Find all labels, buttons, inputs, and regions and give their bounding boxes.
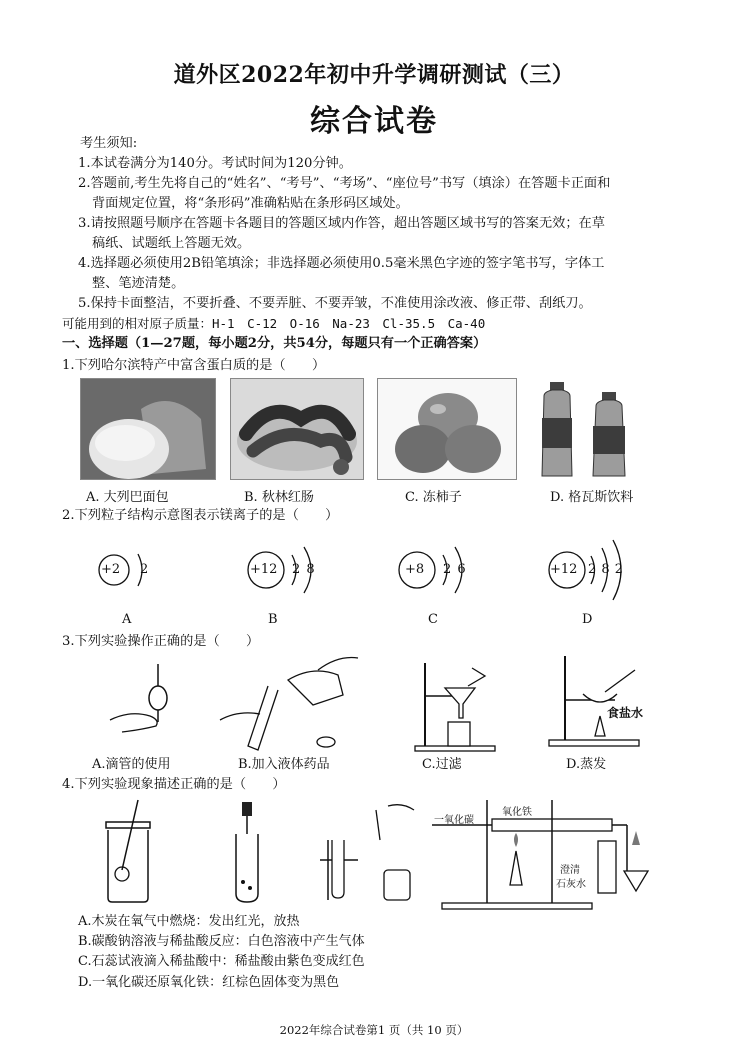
funnel-stand-icon [410, 658, 500, 753]
q4-option-d: D.一氧化碳还原氧化铁：红棕色固体变为黑色 [78, 975, 340, 990]
na2co3-tube-figure [228, 802, 268, 904]
atomic-mass-line: 可能用到的相对原子质量：H-1 C-12 O-16 Na-23 Cl-35.5 Ca-40 [62, 316, 486, 331]
sausage-icon [231, 379, 363, 479]
test-tube-dropper-icon [228, 802, 268, 904]
atom-b-nucleus: +12 [250, 562, 278, 577]
section-heading: 一、选择题（1—27题，每小题2分，共54分，每题只有一个正确答案） [62, 336, 487, 351]
rack-dropper-icon [318, 800, 428, 905]
evaporation-figure [545, 652, 645, 752]
photo-kvass [530, 378, 645, 478]
atom-b-electrons: 2 8 [292, 562, 316, 577]
test-tube-pour-icon [218, 650, 363, 755]
notice-item-3: 3.请按照题号顺序在答题卡各题目的答题区域内作答，超出答题区域书写的答案无效；在草 [78, 216, 605, 231]
q3-option-c: C.过滤 [422, 757, 462, 772]
atom-d-electrons: 2 8 2 [588, 562, 624, 577]
notice-heading: 考生须知: [80, 136, 138, 151]
q3-stem: 3.下列实验操作正确的是（ ） [62, 634, 260, 649]
photo-sausage [230, 378, 364, 480]
filtration-figure [410, 658, 500, 753]
q3-option-b: B.加入液体药品 [238, 757, 330, 772]
q1-option-d: D. 格瓦斯饮料 [550, 490, 634, 505]
q1-option-c: C. 冻柿子 [405, 490, 462, 505]
dropper-icon [100, 660, 190, 750]
litmus-figure [318, 800, 428, 905]
notice-item-4-cont: 整、笔迹清楚。 [92, 276, 185, 291]
exam-title: 道外区2022年初中升学调研测试（三） [173, 62, 575, 88]
label-limewater-2: 石灰水 [556, 879, 586, 890]
persimmon-icon [378, 379, 516, 479]
atom-a-nucleus: +2 [101, 562, 121, 577]
q2-label-b: B [268, 612, 278, 627]
exam-subtitle: 综合试卷 [310, 104, 438, 139]
q1-option-b: B. 秋林红肠 [244, 490, 314, 505]
notice-item-2-cont: 背面规定位置，将“条形码”准确粘贴在条形码区域处。 [92, 196, 409, 211]
co-reduction-apparatus [432, 795, 654, 911]
photo-bread [80, 378, 216, 480]
atom-c-nucleus: +8 [405, 562, 425, 577]
q3-option-a: A.滴管的使用 [92, 757, 171, 772]
q4-option-b: B.碳酸钠溶液与稀盐酸反应：白色溶液中产生气体 [78, 934, 365, 949]
label-limewater-1: 澄清 [560, 865, 580, 876]
gas-jar-icon [96, 800, 158, 905]
q3-option-d: D.蒸发 [566, 757, 607, 772]
q4-option-a: A.木炭在氧气中燃烧：发出红光，放热 [78, 914, 300, 929]
kvass-bottle-icon [530, 378, 645, 478]
bread-icon [81, 379, 215, 479]
q2-label-d: D [582, 612, 593, 627]
evap-label: 食盐水 [607, 706, 644, 720]
notice-item-4: 4.选择题必须使用2B铅笔填涂；非选择题必须使用0.5毫米黑色字迹的签字笔书写，字体工 [78, 256, 605, 271]
atom-d-nucleus: +12 [550, 562, 578, 577]
charcoal-jar-figure [96, 800, 158, 905]
notice-item-1: 1.本试卷满分为140分。考试时间为120分钟。 [78, 156, 352, 171]
label-co: 一氧化碳 [434, 815, 474, 826]
q4-option-c: C.石蕊试液滴入稀盐酸中：稀盐酸由紫色变成红色 [78, 954, 365, 969]
dropper-use-figure [100, 660, 190, 750]
photo-persimmon [377, 378, 517, 480]
q4-stem: 4.下列实验现象描述正确的是（ ） [62, 777, 286, 792]
evaporating-dish-icon [545, 652, 645, 752]
page-footer: 2022年综合试卷第1 页（共 10 页） [279, 1023, 469, 1037]
notice-item-5: 5.保持卡面整洁，不要折叠、不要弄脏、不要弄皱，不准使用涂改液、修正带、刮纸刀。 [78, 296, 592, 311]
pour-liquid-figure [218, 650, 363, 755]
atom-diagram-a [96, 540, 176, 600]
q2-label-a: A [122, 612, 132, 627]
atom-a-electrons: 2 [140, 562, 149, 577]
q2-stem: 2.下列粒子结构示意图表示镁离子的是（ ） [62, 508, 339, 523]
q1-stem: 1.下列哈尔滨特产中富含蛋白质的是（ ） [62, 358, 326, 373]
atom-c-electrons: 2 6 [443, 562, 467, 577]
q1-option-a: A. 大列巴面包 [86, 490, 169, 505]
notice-item-3-cont: 稿纸、试题纸上答题无效。 [92, 236, 251, 251]
atom-diagram-b [246, 535, 346, 605]
label-fe2o3: 氧化铁 [502, 807, 532, 818]
q2-label-c: C [428, 612, 438, 627]
notice-item-2: 2.答题前,考生先将自己的“姓名”、“考号”、“考场”、“座位号”书写（填涂）在答题卡正面和 [78, 176, 611, 191]
atom-diagram-d [547, 532, 657, 608]
atom-diagram-c [397, 535, 497, 605]
